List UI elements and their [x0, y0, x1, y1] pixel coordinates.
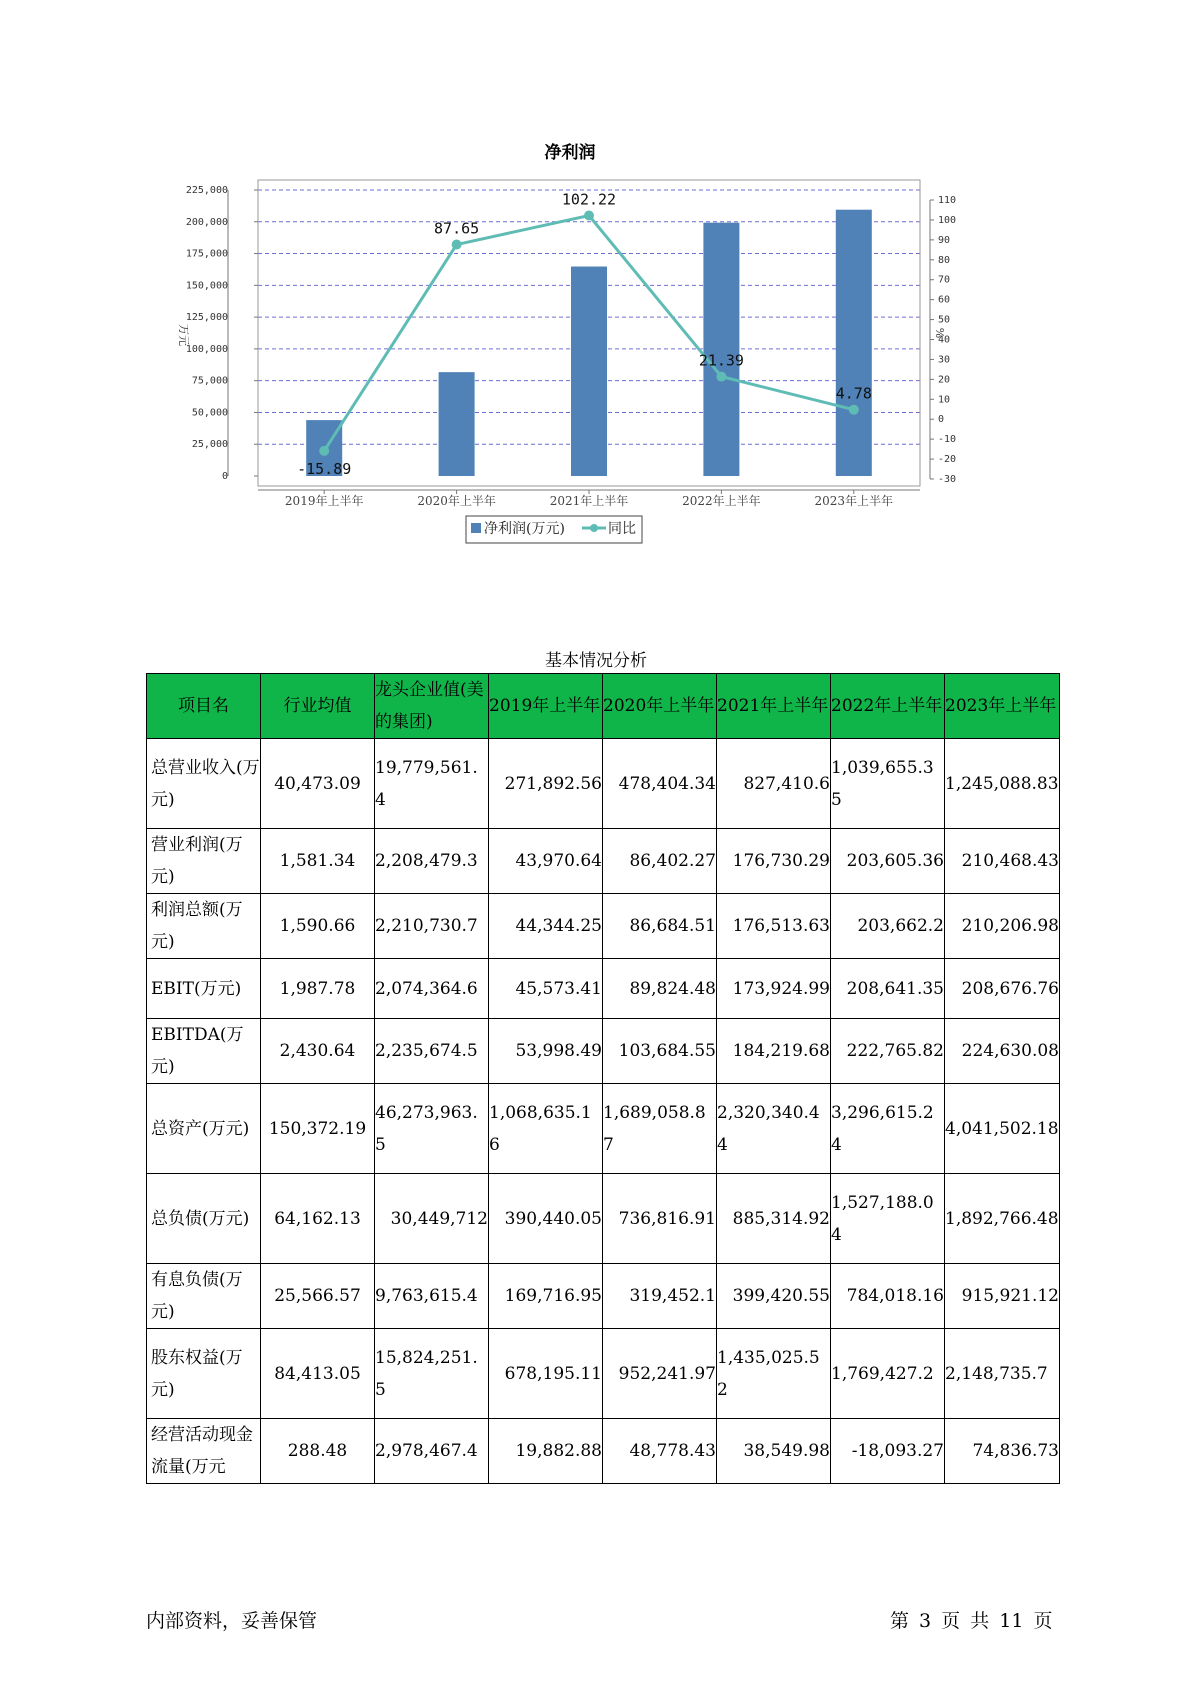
table-cell: 478,404.34 — [603, 739, 717, 829]
table-row — [147, 959, 1060, 1019]
table-cell: 4,041,502.18 — [945, 1084, 1060, 1174]
row-label-cell: EBIT(万元) — [147, 959, 261, 1019]
yoy-point — [716, 372, 726, 382]
bar — [703, 223, 739, 476]
legend-net-profit: 净利润(万元) — [484, 521, 565, 537]
right-tick-label: 30 — [938, 354, 951, 366]
table-row — [147, 1019, 1060, 1084]
table-cell: 169,716.95 — [489, 1264, 603, 1329]
yoy-point — [584, 211, 594, 221]
footer-confidential: 内部资料，妥善保管 — [146, 1610, 318, 1632]
table-cell: 2,235,674.5 — [375, 1019, 489, 1084]
x-tick-label: 2019年上半年 — [284, 494, 364, 508]
left-tick-label: 100,000 — [185, 343, 228, 355]
table-cell: -18,093.27 — [831, 1419, 945, 1484]
table-header-cell: 项目名 — [147, 674, 261, 739]
table-cell: 2,074,364.6 — [375, 959, 489, 1019]
table-header-cell: 龙头企业值(美的集团) — [375, 674, 489, 739]
table-cell: 390,440.05 — [489, 1174, 603, 1264]
table-cell: 271,892.56 — [489, 739, 603, 829]
table-cell: 827,410.6 — [717, 739, 831, 829]
chart-legend — [466, 516, 642, 543]
table-cell: 399,420.55 — [717, 1264, 831, 1329]
table-cell: 952,241.97 — [603, 1329, 717, 1419]
bar — [439, 372, 475, 476]
table-cell: 89,824.48 — [603, 959, 717, 1019]
table-cell: 288.48 — [261, 1419, 375, 1484]
x-tick-label: 2023年上半年 — [814, 494, 894, 508]
table-cell: 885,314.92 — [717, 1174, 831, 1264]
yoy-data-label: 102.22 — [561, 190, 617, 209]
yoy-point — [452, 240, 462, 250]
yoy-point — [319, 446, 329, 456]
row-label-cell: 总资产(万元) — [147, 1084, 261, 1174]
legend-line-marker — [590, 524, 598, 532]
y-axis-title-right: % — [933, 327, 946, 339]
x-tick-label: 2021年上半年 — [549, 494, 629, 508]
table-cell: 203,662.2 — [831, 894, 945, 959]
table-header-cell: 2021年上半年 — [717, 674, 831, 739]
table-row — [147, 1329, 1060, 1419]
row-label-cell: 股东权益(万元) — [147, 1329, 261, 1419]
table-header-cell: 行业均值 — [261, 674, 375, 739]
table-cell: 103,684.55 — [603, 1019, 717, 1084]
table-cell: 1,527,188.04 — [831, 1174, 945, 1264]
table-cell: 40,473.09 — [261, 739, 375, 829]
table-header-cell: 2022年上半年 — [831, 674, 945, 739]
table-cell: 84,413.05 — [261, 1329, 375, 1419]
table-cell: 210,206.98 — [945, 894, 1060, 959]
table-cell: 1,892,766.48 — [945, 1174, 1060, 1264]
right-tick-label: 90 — [938, 234, 951, 246]
table-cell: 222,765.82 — [831, 1019, 945, 1084]
table-cell: 43,970.64 — [489, 829, 603, 894]
table-header-row — [147, 674, 1060, 739]
yoy-data-label: 21.39 — [698, 351, 744, 370]
table-cell: 1,039,655.35 — [831, 739, 945, 829]
table-cell: 38,549.98 — [717, 1419, 831, 1484]
table-cell: 736,816.91 — [603, 1174, 717, 1264]
table-cell: 224,630.08 — [945, 1019, 1060, 1084]
right-tick-label: 100 — [938, 214, 957, 226]
x-tick-label: 2020年上半年 — [417, 494, 496, 508]
x-tick-label: 2022年上半年 — [682, 494, 761, 508]
right-tick-label: 10 — [938, 394, 951, 406]
table-cell: 9,763,615.4 — [375, 1264, 489, 1329]
right-tick-label: 80 — [938, 254, 951, 266]
table-cell: 1,435,025.52 — [717, 1329, 831, 1419]
table-row — [147, 1264, 1060, 1329]
net-profit-chart — [160, 130, 980, 600]
table-cell: 2,210,730.7 — [375, 894, 489, 959]
left-tick-label: 225,000 — [185, 185, 228, 196]
y-axis-title-left: 万元 — [177, 324, 190, 346]
left-tick-label: 175,000 — [185, 248, 228, 260]
table-title: 基本情况分析 — [545, 651, 647, 671]
table-cell: 208,641.35 — [831, 959, 945, 1019]
table-cell: 203,605.36 — [831, 829, 945, 894]
table-cell: 1,590.66 — [261, 894, 375, 959]
table-cell: 150,372.19 — [261, 1084, 375, 1174]
left-tick-label: 0 — [221, 471, 228, 482]
table-row — [147, 1084, 1060, 1174]
table-cell: 208,676.76 — [945, 959, 1060, 1019]
table-cell: 44,344.25 — [489, 894, 603, 959]
x-axis — [258, 490, 920, 508]
footer-page-number: 第 3 页 共 11 页 — [890, 1610, 1053, 1632]
right-tick-label: 40 — [938, 334, 951, 346]
table-cell: 2,430.64 — [261, 1019, 375, 1084]
table-header-cell: 2020年上半年 — [603, 674, 717, 739]
left-tick-label: 150,000 — [185, 280, 228, 292]
row-label-cell: 利润总额(万元) — [147, 894, 261, 959]
left-tick-label: 200,000 — [185, 216, 228, 228]
table-cell: 25,566.57 — [261, 1264, 375, 1329]
yoy-data-label: 4.78 — [835, 384, 872, 403]
chart-svg — [160, 130, 980, 600]
table-cell: 784,018.16 — [831, 1264, 945, 1329]
table-cell: 2,320,340.44 — [717, 1084, 831, 1174]
left-tick-label: 25,000 — [191, 439, 228, 451]
table-cell: 176,513.63 — [717, 894, 831, 959]
table-cell: 2,148,735.7 — [945, 1329, 1060, 1419]
bar-series — [306, 210, 872, 476]
right-tick-label: -20 — [938, 454, 957, 466]
table-cell: 46,273,963.5 — [375, 1084, 489, 1174]
table-cell: 678,195.11 — [489, 1329, 603, 1419]
legend-yoy: 同比 — [608, 521, 636, 537]
left-tick-label: 75,000 — [191, 375, 228, 387]
table-cell: 86,684.51 — [603, 894, 717, 959]
table-row — [147, 1174, 1060, 1264]
table-cell: 176,730.29 — [717, 829, 831, 894]
row-label-cell: EBITDA(万元) — [147, 1019, 261, 1084]
row-label-cell: 总营业收入(万元) — [147, 739, 261, 829]
table-cell: 2,978,467.4 — [375, 1419, 489, 1484]
right-tick-label: -10 — [938, 434, 957, 446]
bar — [836, 210, 872, 476]
table-cell: 1,245,088.83 — [945, 739, 1060, 829]
table-cell: 53,998.49 — [489, 1019, 603, 1084]
yoy-data-label: 87.65 — [434, 219, 480, 238]
table-cell: 30,449,712 — [375, 1174, 489, 1264]
table-cell: 2,208,479.3 — [375, 829, 489, 894]
left-tick-label: 50,000 — [191, 407, 228, 419]
table-cell: 86,402.27 — [603, 829, 717, 894]
table-cell: 48,778.43 — [603, 1419, 717, 1484]
right-tick-label: 50 — [938, 314, 951, 326]
table-cell: 1,987.78 — [261, 959, 375, 1019]
table-cell: 1,068,635.16 — [489, 1084, 603, 1174]
chart-title: 净利润 — [544, 143, 596, 163]
row-label-cell: 总负债(万元) — [147, 1174, 261, 1264]
table-row — [147, 739, 1060, 829]
table-cell: 45,573.41 — [489, 959, 603, 1019]
table-cell: 74,836.73 — [945, 1419, 1060, 1484]
row-label-cell: 经营活动现金流量(万元 — [147, 1419, 261, 1484]
right-tick-label: 110 — [938, 195, 957, 206]
table-header-cell: 2019年上半年 — [489, 674, 603, 739]
table-cell: 19,779,561.4 — [375, 739, 489, 829]
table-row — [147, 829, 1060, 894]
table-cell: 1,581.34 — [261, 829, 375, 894]
yoy-point — [849, 405, 859, 415]
right-y-axis — [930, 195, 956, 485]
table-cell: 3,296,615.24 — [831, 1084, 945, 1174]
table-cell: 210,468.43 — [945, 829, 1060, 894]
yoy-data-label: -15.89 — [297, 459, 352, 478]
table-cell: 19,882.88 — [489, 1419, 603, 1484]
table-cell: 1,769,427.2 — [831, 1329, 945, 1419]
table-cell: 915,921.12 — [945, 1264, 1060, 1329]
table-cell: 15,824,251.5 — [375, 1329, 489, 1419]
basic-analysis-table — [146, 673, 1060, 1484]
table-cell: 173,924.99 — [717, 959, 831, 1019]
table-header-cell: 2023年上半年 — [945, 674, 1060, 739]
table-cell: 1,689,058.87 — [603, 1084, 717, 1174]
right-tick-label: 60 — [938, 294, 951, 306]
legend-bar-swatch — [471, 523, 481, 533]
table-row — [147, 1419, 1060, 1484]
right-tick-label: -30 — [938, 474, 957, 485]
right-tick-label: 20 — [938, 374, 951, 386]
right-tick-label: 70 — [938, 274, 951, 286]
row-label-cell: 有息负债(万元) — [147, 1264, 261, 1329]
left-tick-label: 125,000 — [185, 312, 228, 324]
table-row — [147, 894, 1060, 959]
left-y-axis — [186, 185, 258, 482]
row-label-cell: 营业利润(万元) — [147, 829, 261, 894]
table-cell: 64,162.13 — [261, 1174, 375, 1264]
bar — [571, 267, 607, 476]
right-tick-label: 0 — [938, 414, 945, 426]
table-cell: 319,452.1 — [603, 1264, 717, 1329]
table-cell: 184,219.68 — [717, 1019, 831, 1084]
